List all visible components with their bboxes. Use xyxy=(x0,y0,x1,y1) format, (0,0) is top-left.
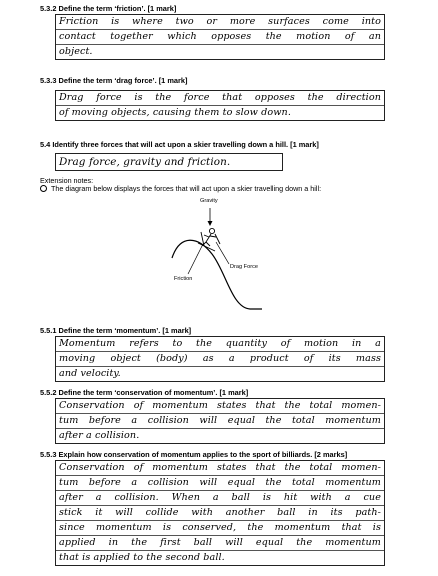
drag-force-label: Drag Force xyxy=(230,264,258,270)
answer-line: stick it will collide with another ball in its path- xyxy=(56,506,384,521)
answer-line: since momentum is conserved, the momentum that is xyxy=(56,521,384,536)
question-5-5-3: 5.5.3 Explain how conservation of momentum applies to the sport of billiards. [2 marks] xyxy=(40,450,348,459)
answer-line: contact together which opposes the motion of an xyxy=(56,30,384,45)
question-5-5-1: 5.5.1 Define the term ‘momentum’. [1 mark] xyxy=(40,326,192,335)
drag-force-line xyxy=(216,242,229,264)
answer-line: that is applied to the second ball. xyxy=(59,552,225,563)
answer-line: tum before a collision will equal the total momentum xyxy=(56,476,384,491)
gravity-label: Gravity xyxy=(200,198,218,204)
answer-box-5-5-3[interactable] xyxy=(55,460,385,566)
hill-slope xyxy=(172,240,262,309)
answer-line: applied in the first ball will equal the momentum xyxy=(56,536,384,551)
answer-line: after a collision. xyxy=(59,430,140,441)
diagram-drawing xyxy=(160,196,270,318)
bullet-icon xyxy=(40,185,47,192)
question-5-3-3: 5.3.3 Define the term ‘drag force’. [1 mark] xyxy=(40,76,188,85)
answer-line: Drag force, gravity and friction. xyxy=(59,156,231,168)
answer-box-5-3-3[interactable] xyxy=(55,90,385,121)
answer-line: Drag force is the force that opposes the direction xyxy=(56,91,384,106)
answer-line: Conservation of momentum states that the total momen- xyxy=(56,461,384,476)
answer-line: Momentum refers to the quantity of motion in a xyxy=(56,337,384,352)
answer-line: moving object (body) as a product of its mass xyxy=(56,352,384,367)
answer-box-5-3-2[interactable] xyxy=(55,14,385,60)
answer-line: Friction is where two or more surfaces come into xyxy=(56,15,384,30)
answer-line: after a collision. When a ball is hit with a cue xyxy=(56,491,384,506)
answer-box-5-4[interactable] xyxy=(55,153,283,171)
answer-line: and velocity. xyxy=(59,368,121,379)
answer-box-5-5-2[interactable] xyxy=(55,398,385,444)
answer-line: object. xyxy=(59,46,93,57)
answer-box-5-5-1[interactable] xyxy=(55,336,385,382)
answer-line: Conservation of momentum states that the total momen- xyxy=(56,399,384,414)
gravity-arrowhead xyxy=(208,221,213,226)
answer-line: tum before a collision will equal the total momentum xyxy=(56,414,384,429)
extension-bullet xyxy=(40,184,321,193)
extension-notes-title: Extension notes: xyxy=(40,176,94,185)
skier-force-diagram xyxy=(160,196,270,318)
question-5-4: 5.4 Identify three forces that will act upon a skier travelling down a hill. [1 mark] xyxy=(40,140,319,149)
friction-line xyxy=(188,246,202,274)
question-5-3-2: 5.3.2 Define the term ‘friction’. [1 mark] xyxy=(40,4,177,13)
answer-line: of moving objects, causing them to slow down. xyxy=(59,107,291,118)
friction-label: Friction xyxy=(174,276,193,282)
extension-bullet-text: The diagram below displays the forces that will act upon a skier travelling down a hill: xyxy=(51,184,322,193)
question-5-5-2: 5.5.2 Define the term ‘conservation of momentum’. [1 mark] xyxy=(40,388,249,397)
